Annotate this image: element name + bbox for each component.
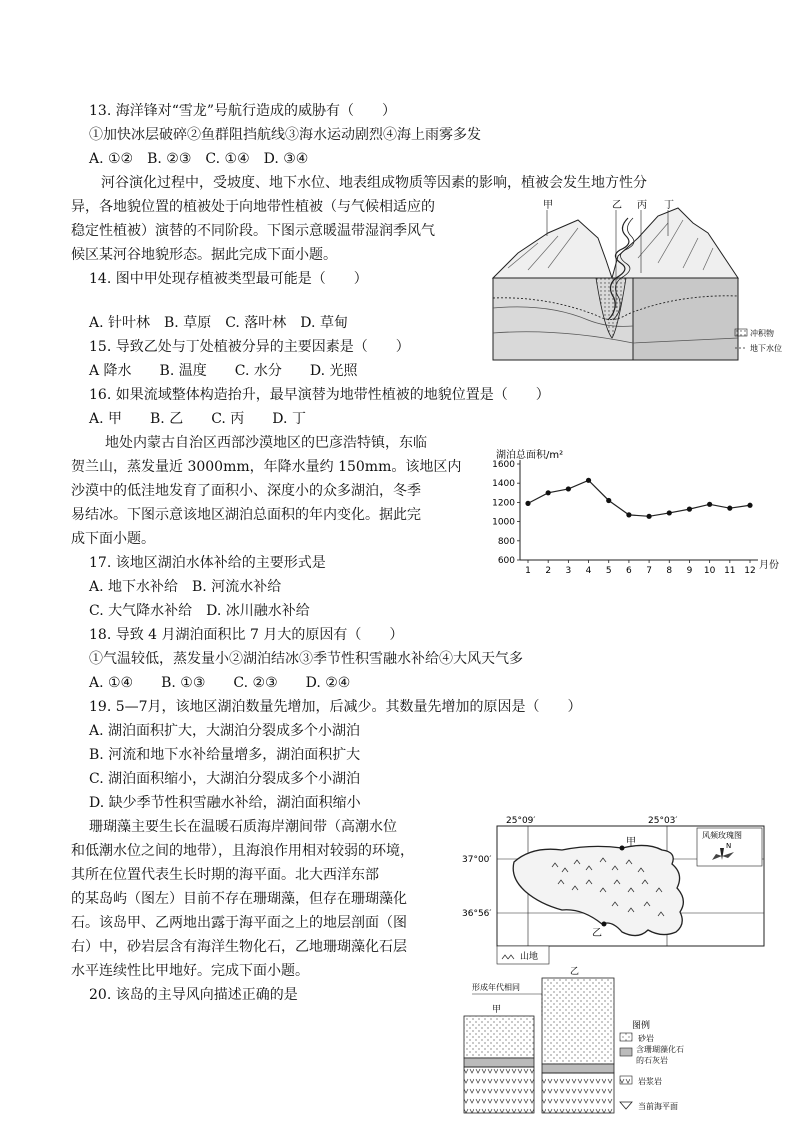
column-b-title: 乙 <box>570 967 580 977</box>
col-b-coral-limestone <box>542 1064 614 1073</box>
data-point <box>747 503 752 508</box>
x-tick-label: 1 <box>525 566 531 576</box>
passage-coral-line-4: 的某岛屿（图左）目前不存在珊瑚藻，但存在珊瑚藻化 <box>71 891 407 907</box>
x-tick-label: 12 <box>744 566 756 576</box>
lake-area-line <box>528 480 750 516</box>
q15-options: A 降水 B. 温度 C. 水分 D. 光照 <box>89 363 358 379</box>
passage-coral-line-2: 和低潮水位之间的地带），且海浪作用相对较弱的环境， <box>71 843 414 859</box>
passage-coral-line-6: 右）中，砂岩层含有海洋生物化石，乙地珊瑚藻化石层 <box>71 939 407 955</box>
y-tick-label: 1400 <box>492 479 515 490</box>
passage-coral-line-1: 珊瑚藻主要生长在温暖石质海岸潮间带（高潮水位 <box>89 819 397 835</box>
q13-statements: ①加快冰层破碎②鱼群阻挡航线③海水运动剧烈④海上雨雾多发 <box>89 127 481 143</box>
passage-coral-line-3: 其所在位置代表生长时期的海平面。北大西洋东部 <box>71 867 379 883</box>
data-point <box>586 478 591 483</box>
q17-options-cd: C. 大气降水补给 D. 冰川融水补给 <box>89 603 310 619</box>
data-point <box>606 498 611 503</box>
wind-rose-north: N <box>726 842 732 850</box>
legend-alluvium: 冲积物 <box>750 329 774 338</box>
passage-valley-line-2: 异，各地貌位置的植被处于向地带性植被（与气候相适应的 <box>71 199 435 215</box>
data-point <box>727 506 732 511</box>
passage-valley-line-4: 候区某河谷地貌形态。据此完成下面小题。 <box>71 247 337 263</box>
passage-lake-line-3: 沙漠中的低洼地发育了面积小、深度小的众多湖泊，冬季 <box>71 483 421 499</box>
place-jia: 甲 <box>626 837 636 848</box>
y-tick-label: 800 <box>497 536 515 547</box>
q19-option-d: D. 缺少季节性积雪融水补给，湖泊面积缩小 <box>89 795 361 811</box>
data-point <box>687 507 692 512</box>
q17-options-ab: A. 地下水补给 B. 河流水补给 <box>89 579 282 595</box>
col-a-igneous <box>464 1067 534 1113</box>
legend-groundwater: 地下水位 <box>750 344 782 353</box>
map-legend-label: 山地 <box>520 952 539 962</box>
x-tick-label: 9 <box>686 566 693 576</box>
legend-limestone: 含珊瑚藻化石的石灰岩 <box>636 1045 684 1065</box>
chart-ylabel: 湖泊总面积/m² <box>496 450 564 461</box>
legend-igneous: 岩浆岩 <box>638 1077 662 1086</box>
y-tick-label: 1600 <box>492 460 515 470</box>
q20-stem: 20. 该岛的主导风向描述正确的是 <box>89 987 298 1003</box>
passage-coral-line-5: 石。该岛甲、乙两地出露于海平面之上的地层剖面（图 <box>71 915 407 931</box>
x-tick-label: 8 <box>666 566 673 576</box>
label-bing: 丙 <box>637 200 647 211</box>
q19-option-a: A. 湖泊面积扩大，大湖泊分裂成多个小湖泊 <box>89 723 361 739</box>
x-tick-label: 7 <box>646 566 652 576</box>
col-a-sandstone <box>464 1016 534 1058</box>
label-yi: 乙 <box>612 200 622 211</box>
q16-options: A. 甲 B. 乙 C. 丙 D. 丁 <box>89 411 306 427</box>
place-yi-dot <box>602 922 607 927</box>
left-slope <box>493 220 612 278</box>
place-yi: 乙 <box>592 928 602 939</box>
lon-label-east: 25°03′ <box>648 816 678 826</box>
data-point <box>707 502 712 507</box>
q15-stem: 15. 导致乙处与丁处植被分异的主要因素是（ ） <box>89 339 410 355</box>
q19-option-c: C. 湖泊面积缩小，大湖泊分裂成多个小湖泊 <box>89 771 361 787</box>
passage-lake-line-4: 易结冰。下图示意该地区湖泊总面积的年内变化。据此完 <box>71 507 421 523</box>
legend-sandstone-swatch <box>620 1033 632 1041</box>
data-point <box>626 512 631 517</box>
chart-xlabel: 月份 <box>759 560 779 571</box>
label-jia: 甲 <box>543 200 553 211</box>
data-point <box>566 486 571 491</box>
y-tick-label: 600 <box>497 556 515 566</box>
sea-level-icon <box>620 1102 632 1109</box>
passage-valley-line-1: 河谷演化过程中，受坡度、地下水位、地表组成物质等因素的影响，植被会发生地方性分 <box>101 175 647 191</box>
label-ding: 丁 <box>664 200 674 211</box>
q19-stem: 19. 5—7月，该地区湖泊数量先增加，后减少。其数量先增加的原因是（ ） <box>89 699 582 715</box>
passage-lake-line-1: 地处内蒙古自治区西部沙漠地区的巴彦浩特镇，东临 <box>105 435 427 451</box>
x-tick-label: 10 <box>703 566 716 576</box>
q13-options: A. ①② B. ②③ C. ①④ D. ③④ <box>89 151 309 167</box>
strata-columns <box>462 966 784 1116</box>
q18-stem: 18. 导致 4 月湖泊面积比 7 月大的原因有（ ） <box>89 627 404 643</box>
place-jia-dot <box>620 846 625 851</box>
q18-options: A. ①④ B. ①③ C. ②③ D. ②④ <box>89 675 351 691</box>
q13-stem: 13. 海洋锋对“雪龙”号航行造成的威胁有（ ） <box>89 103 397 119</box>
valley-block-diagram <box>488 198 788 368</box>
data-point <box>546 490 551 495</box>
column-a-title: 甲 <box>492 1005 502 1015</box>
y-tick-label: 1000 <box>492 517 515 528</box>
x-tick-label: 6 <box>626 566 632 576</box>
passage-lake-line-2: 贺兰山，蒸发量近 3000mm，年降水量约 150mm。该地区内 <box>71 459 462 475</box>
right-slope <box>612 208 738 278</box>
x-tick-label: 5 <box>605 566 612 576</box>
col-b-sandstone <box>542 978 614 1064</box>
legend-sea-level: 当前海平面 <box>638 1102 678 1111</box>
passage-valley-line-3: 稳定性植被）演替的不同阶段。下图示意暖温带湿润季风气 <box>71 223 435 239</box>
data-point <box>646 514 651 519</box>
legend-igneous-swatch <box>620 1076 632 1084</box>
col-b-igneous <box>542 1073 614 1113</box>
legend-sandstone: 砂岩 <box>638 1034 654 1043</box>
q14-stem: 14. 图中甲处现存植被类型最可能是（ ） <box>89 271 368 287</box>
same-age-note: 形成年代相同 <box>472 983 520 992</box>
col-a-coral-limestone <box>464 1058 534 1067</box>
data-point <box>525 501 530 506</box>
x-tick-label: 11 <box>724 566 736 576</box>
q19-option-b: B. 河流和地下水补给量增多，湖泊面积扩大 <box>89 747 361 763</box>
x-tick-label: 3 <box>565 566 572 576</box>
block-front-right <box>633 278 738 360</box>
legend-limestone-swatch <box>620 1048 632 1056</box>
legend-alluvium-swatch <box>735 329 747 336</box>
q16-stem: 16. 如果流域整体构造抬升，最早演替为地带性植被的地貌位置是（ ） <box>89 387 550 403</box>
strata-legend-title: 图例 <box>632 1021 651 1031</box>
lake-area-chart <box>476 448 788 583</box>
wind-rose-title: 风频玫瑰图 <box>702 831 742 840</box>
q18-statements: ①气温较低，蒸发量小②湖泊结冰③季节性积雪融水补给④大风天气多 <box>89 651 523 667</box>
passage-lake-line-5: 成下面小题。 <box>71 531 155 547</box>
island-map <box>462 812 784 966</box>
passage-coral-line-7: 水平连续性比甲地好。完成下面小题。 <box>71 963 309 979</box>
q17-stem: 17. 该地区湖泊水体补给的主要形式是 <box>89 555 326 571</box>
lat-label-south: 36°56′ <box>462 909 492 919</box>
lon-label-west: 25°09′ <box>506 816 536 826</box>
q14-options: A. 针叶林 B. 草原 C. 落叶林 D. 草甸 <box>89 315 348 331</box>
lat-label-north: 37°00′ <box>462 855 492 865</box>
y-tick-label: 1200 <box>492 498 515 509</box>
x-tick-label: 2 <box>545 566 552 576</box>
x-tick-label: 4 <box>585 566 592 576</box>
data-point <box>667 510 672 515</box>
